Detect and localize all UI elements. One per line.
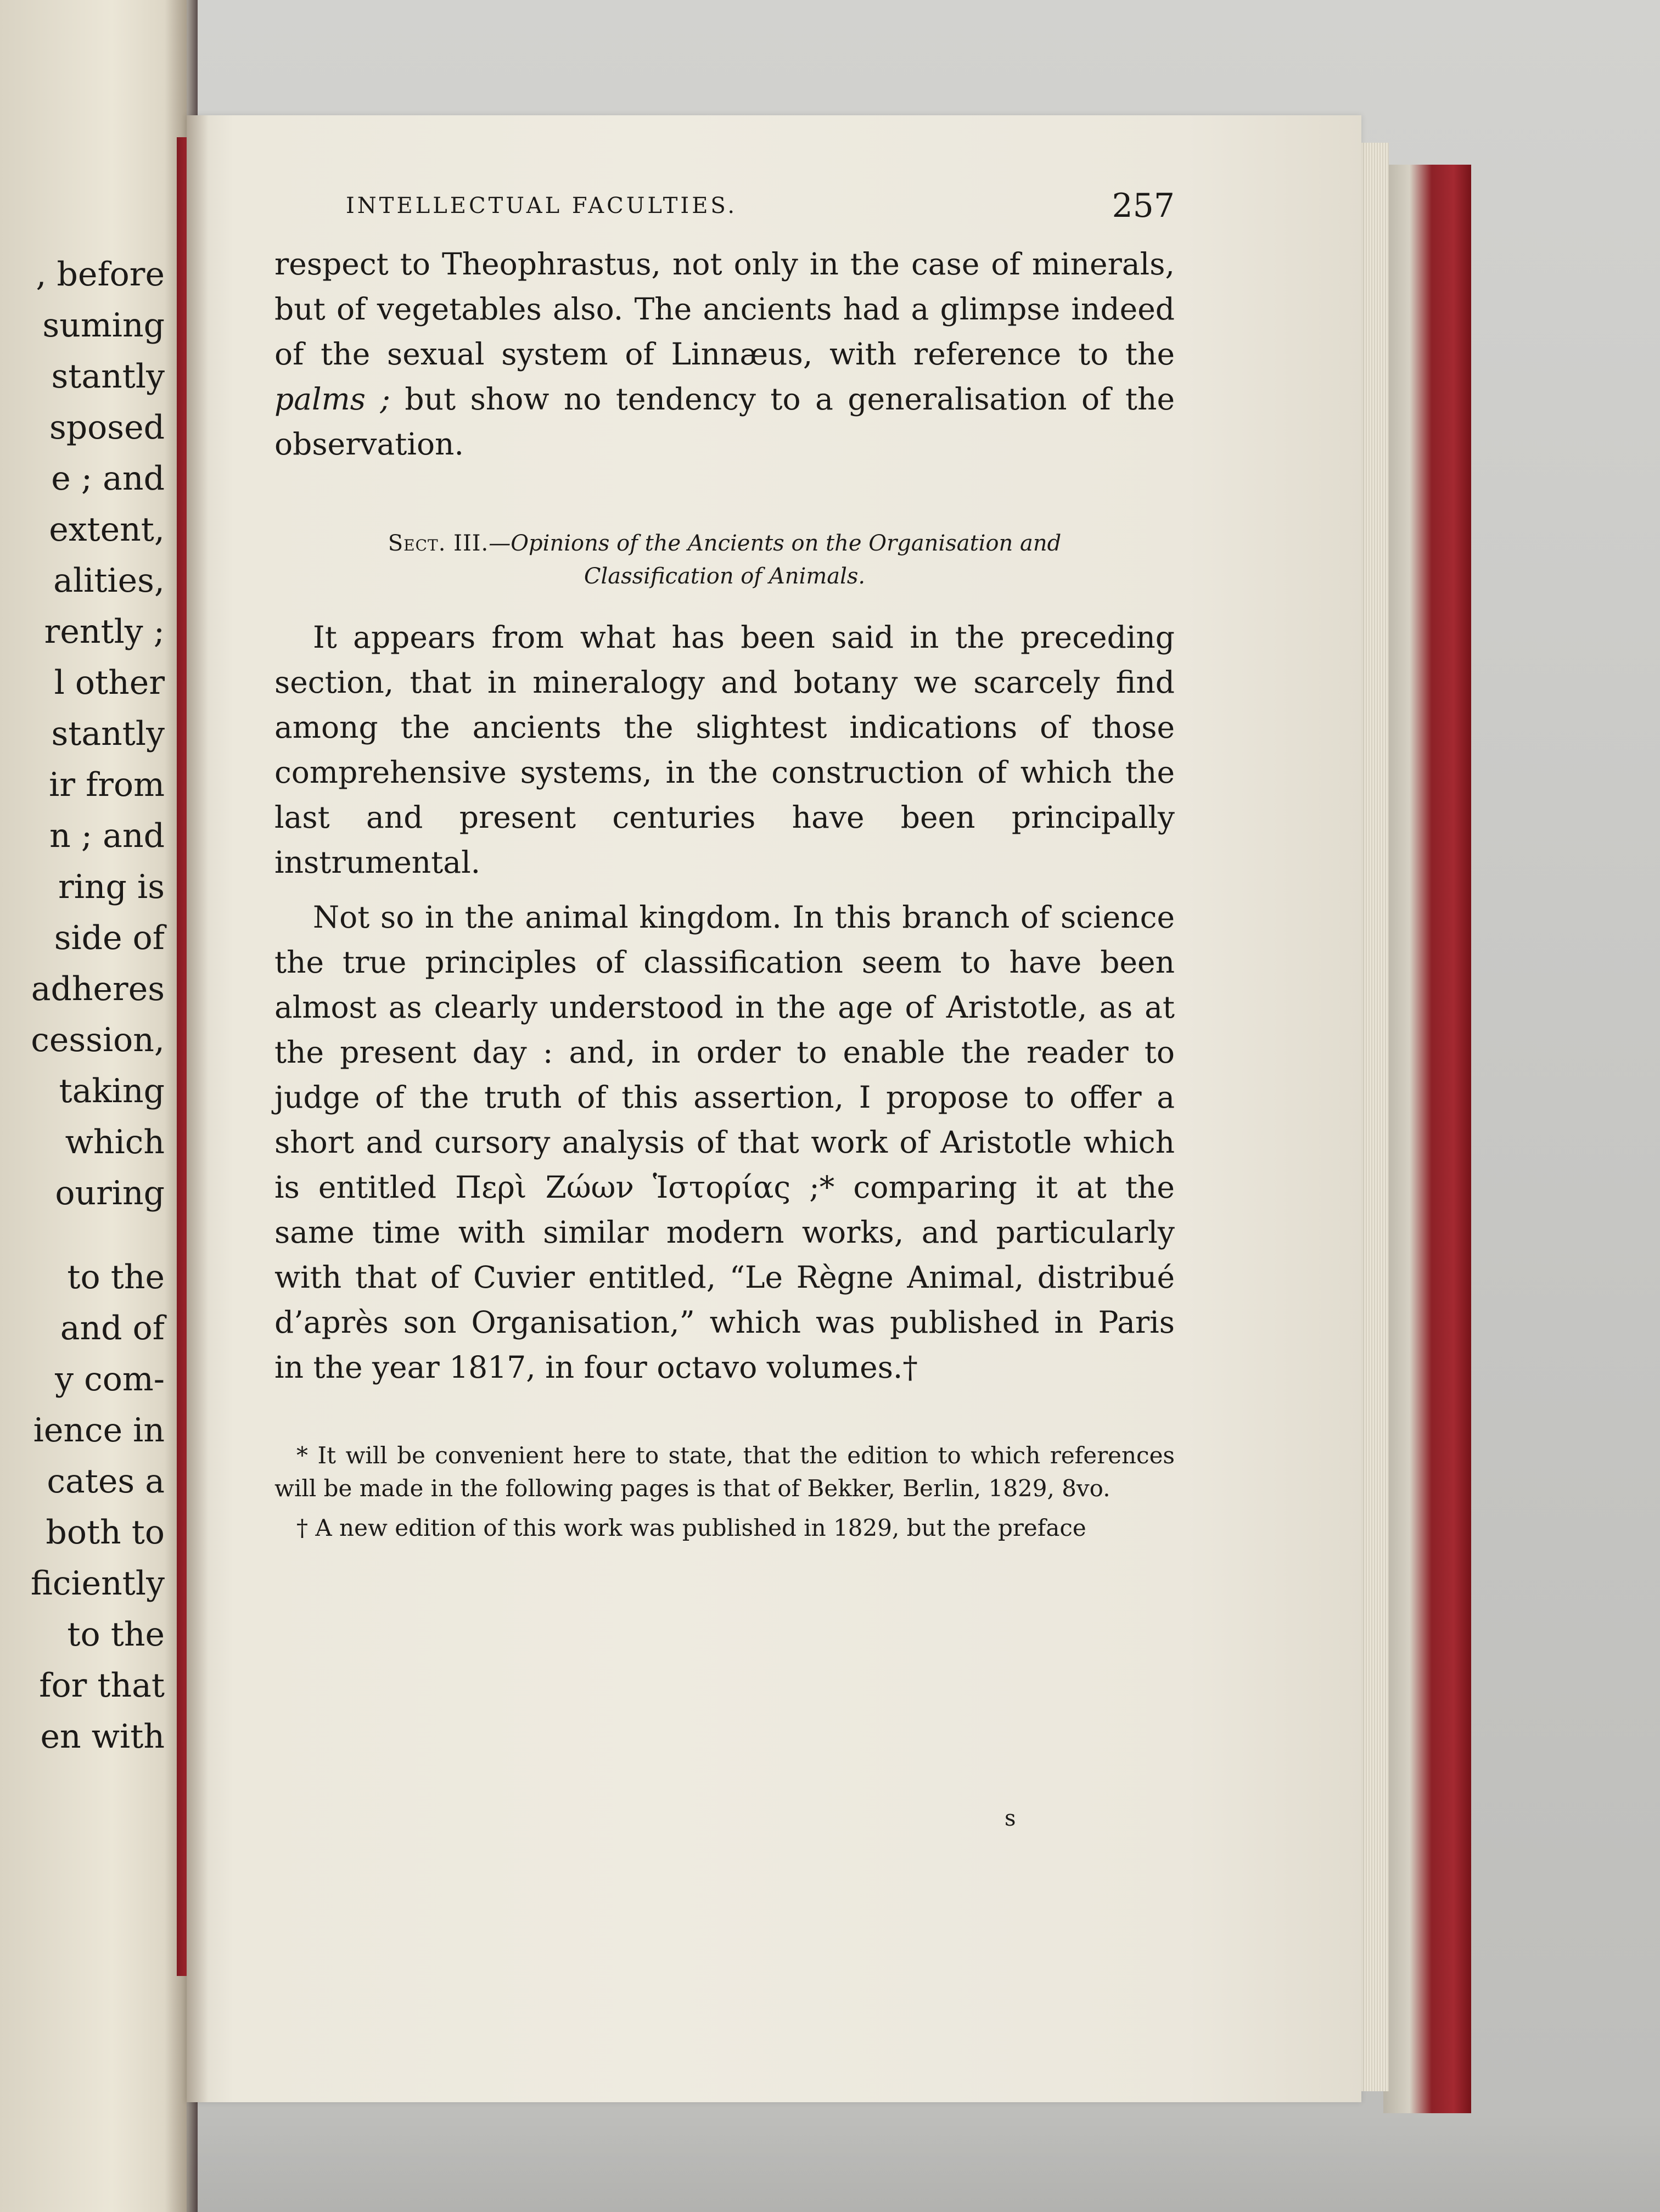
left-page-line: for that	[39, 1666, 165, 1705]
left-page-line: en with	[40, 1717, 165, 1756]
paragraph-1-part-2: but show no tendency to a generalisation of the observation.	[274, 381, 1175, 462]
left-page-line: stantly	[51, 357, 165, 396]
tabletop-shadow	[0, 2113, 1660, 2212]
paragraph-2: It appears from what has been said in the preceding section, that in mineralogy and botany we scarcely find among the ancients the slightest indications of those comprehensive systems, in the construction of which the last and present centuries have been principally instrumental.	[274, 620, 1175, 880]
book-cover-right	[1383, 165, 1471, 2113]
page-header	[346, 187, 1175, 231]
section-label: Sect. III.	[388, 531, 489, 556]
paragraph-1	[274, 242, 1175, 467]
left-page-line: cession,	[31, 1021, 165, 1059]
left-page-line: ficiently	[30, 1564, 165, 1603]
paragraph-1-part-1: respect to Theophrastus, not only in the case of minerals, but of vegetables also. The ancients had a glimpse indeed of the sexual system of Linnæus, with reference to the	[274, 246, 1175, 372]
left-page-line: ouring	[55, 1174, 165, 1212]
left-page-line: ir from	[49, 766, 165, 804]
left-page-line: ring is	[58, 868, 165, 906]
section-heading	[274, 527, 1175, 593]
left-page-line: e ; and	[51, 459, 165, 498]
left-page-line: , before	[36, 255, 165, 294]
left-page-line: side of	[54, 919, 165, 957]
left-page	[0, 0, 187, 2212]
left-page-line: sposed	[49, 408, 165, 447]
page-number: 257	[1112, 187, 1175, 225]
footnotes	[274, 1439, 1175, 1545]
running-head: INTELLECTUAL FACULTIES.	[346, 193, 738, 218]
left-page-line: both to	[46, 1513, 165, 1552]
signature-mark: s	[1005, 1806, 1016, 1831]
footnote-2: † A new edition of this work was published in 1829, but the preface	[296, 1514, 1086, 1541]
left-page-line: l other	[54, 664, 165, 702]
paragraph-1-italic: palms ;	[274, 381, 390, 417]
left-page-line: y com-	[55, 1360, 165, 1399]
page-gutter-shadow	[187, 115, 209, 2102]
left-page-line: and of	[60, 1309, 165, 1348]
left-page-line: n ; and	[49, 817, 165, 855]
section-title-line-1: —Opinions of the Ancients on the Organisation and	[489, 531, 1062, 556]
left-page-line: taking	[59, 1072, 165, 1110]
page-body	[274, 242, 1175, 1551]
left-page-line: extent,	[49, 510, 165, 549]
left-page-line: rently ;	[44, 613, 165, 651]
paragraph-3: Not so in the animal kingdom. In this branch of science the true principles of classification seem to have been almost as clearly understood in the age of Aristotle, as at the present day : and, in order to enable the reader to judge of the truth of this assertion, I propose to offer a short and cursory analysis of that work of Aristotle which is entitled Περὶ Ζώων Ἱστορίας ;* comparing it at the same time with similar modern works, and particularly with that of Cuvier entitled, “Le Règne Animal, distribué d’après son Organisation,” which was published in Paris in the year 1817, in four octavo volumes.†	[274, 900, 1175, 1385]
left-page-line: suming	[42, 306, 165, 345]
left-page-line: which	[65, 1123, 165, 1161]
left-page-line: alities,	[53, 562, 165, 600]
left-page-line: to the	[67, 1615, 165, 1654]
footnote-1: * It will be convenient here to state, that the edition to which references will be made in the following pages is that of Bekker, Berlin, 1829, 8vo.	[274, 1442, 1175, 1502]
left-page-line: adheres	[31, 970, 165, 1008]
section-title-line-2: Classification of Animals.	[584, 564, 866, 589]
left-page-line: to the	[67, 1258, 165, 1296]
left-page-line: stantly	[51, 715, 165, 753]
left-page-line: cates a	[47, 1462, 165, 1501]
left-page-line: ience in	[33, 1411, 165, 1450]
